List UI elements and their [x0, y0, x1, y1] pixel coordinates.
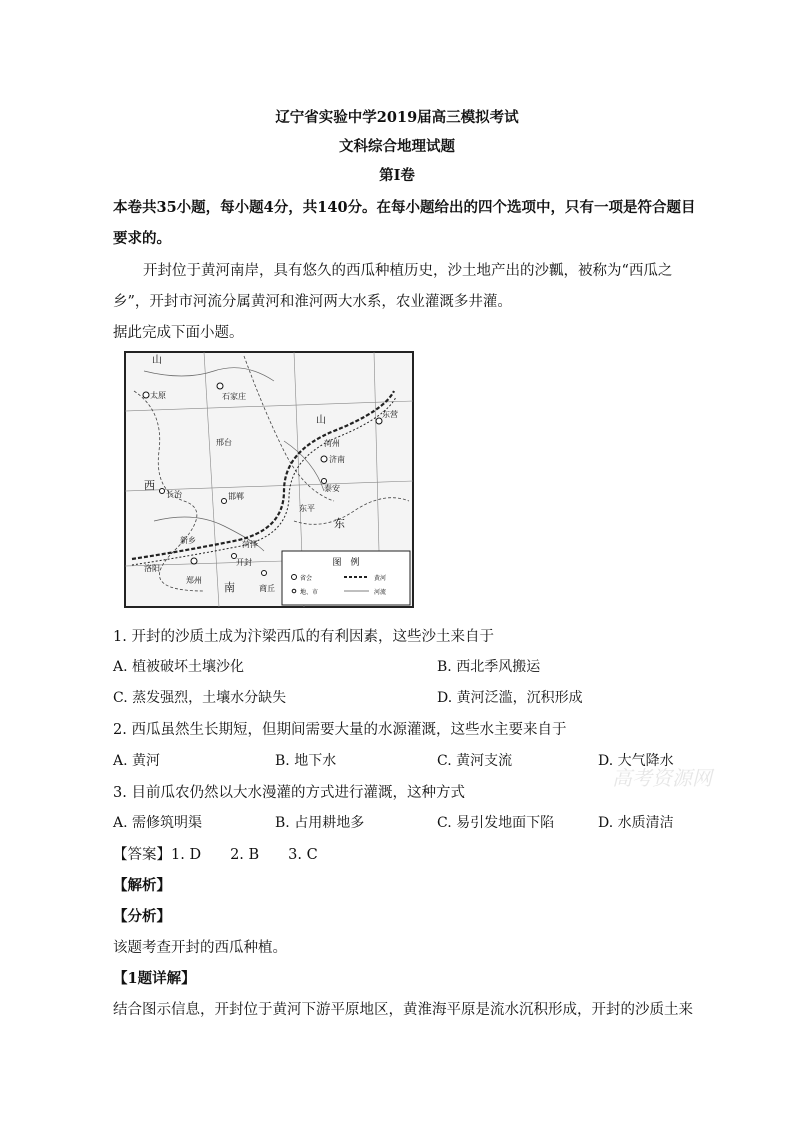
map-label: 东营: [382, 410, 398, 419]
map-label: 东平: [299, 504, 315, 513]
map-label: 石家庄: [222, 392, 246, 401]
map-label: 泰安: [324, 484, 340, 493]
q1-option-b: B. 西北季风搬运: [437, 659, 541, 675]
map-label: 邯郸: [228, 492, 244, 501]
map-label: 商丘: [259, 584, 275, 593]
legend-item: 河流: [374, 589, 387, 596]
instructions-line-1: 本卷共35小题，每小题4分，共140分。在每小题给出的四个选项中，只有一项是符合题目: [113, 199, 696, 216]
question-1-stem: 1. 开封的沙质土成为汴梁西瓜的有利因素，这些沙土来自于: [113, 629, 494, 645]
fenxi-text: 该题考查开封的西瓜种植。: [113, 940, 287, 956]
map-label: 新乡: [180, 536, 196, 545]
q2-option-a: A. 黄河: [113, 753, 161, 769]
map-figure: [124, 351, 414, 608]
instructions-line-2: 要求的。: [113, 230, 171, 247]
legend-item: 地、市: [300, 589, 319, 596]
q3-option-b: B. 占用耕地多: [275, 815, 365, 831]
q3-option-d: D. 水质清洁: [598, 815, 674, 831]
map-label: 洛阳: [144, 564, 160, 573]
map-label: 山: [152, 355, 162, 366]
map-label: 济南: [329, 455, 345, 464]
q1-option-a: A. 植被破坏土壤沙化: [113, 659, 245, 675]
q1-option-c: C. 蒸发强烈，土壤水分缺失: [113, 690, 287, 706]
map-label: 南: [224, 581, 235, 594]
question-2-stem: 2. 西瓜虽然生长期短，但期间需要大量的水源灌溉，这些水主要来自于: [113, 722, 567, 738]
passage-line-3: 据此完成下面小题。: [113, 325, 244, 341]
map-label: 菏州: [324, 439, 340, 448]
q2-option-d: D. 大气降水: [598, 753, 674, 769]
map-label: 太原: [150, 391, 166, 400]
map-label: 西: [144, 479, 155, 492]
map-label: 长治: [166, 490, 182, 499]
map-label: 郑州: [186, 576, 202, 585]
passage-line-2: 乡”，开封市河流分属黄河和淮河两大水系，农业灌溉多井灌。: [113, 294, 512, 310]
q3-option-a: A. 需修筑明渠: [113, 815, 203, 831]
map-label: 邢台: [216, 438, 232, 447]
legend-title: 图 例: [332, 558, 360, 568]
analysis-label: 【解析】: [113, 877, 171, 894]
map-label: 山: [316, 415, 326, 426]
map-label: 东: [334, 517, 345, 530]
legend-item: 黄河: [374, 575, 387, 582]
q1-option-d: D. 黄河泛滥，沉积形成: [437, 690, 583, 706]
question-3-stem: 3. 目前瓜农仍然以大水漫灌的方式进行灌溉，这种方式: [113, 785, 465, 801]
q2-option-b: B. 地下水: [275, 753, 337, 769]
passage-line-1: 开封位于黄河南岸，具有悠久的西瓜种植历史，沙土地产出的沙瓤，被称为“西瓜之: [143, 263, 673, 279]
detail-label: 【1题详解】: [113, 970, 196, 987]
map-legend: [282, 551, 410, 605]
detail-text: 结合图示信息，开封位于黄河下游平原地区，黄淮海平原是流水沉积形成，开封的沙质土来: [113, 1002, 693, 1018]
legend-item: 省会: [300, 575, 313, 582]
q3-option-c: C. 易引发地面下陷: [437, 815, 555, 831]
exam-title: 辽宁省实验中学2019届高三模拟考试: [275, 109, 519, 126]
map-label: 开封: [236, 558, 252, 567]
section-title: 第Ⅰ卷: [379, 167, 415, 184]
answer-line: 【答案】1. D 2. B 3. C: [113, 847, 318, 863]
fenxi-label: 【分析】: [113, 908, 171, 925]
q2-option-c: C. 黄河支流: [437, 753, 513, 769]
exam-subtitle: 文科综合地理试题: [339, 138, 455, 155]
watermark: 高考资源网: [612, 766, 712, 790]
map-label: 菏泽: [242, 540, 258, 549]
